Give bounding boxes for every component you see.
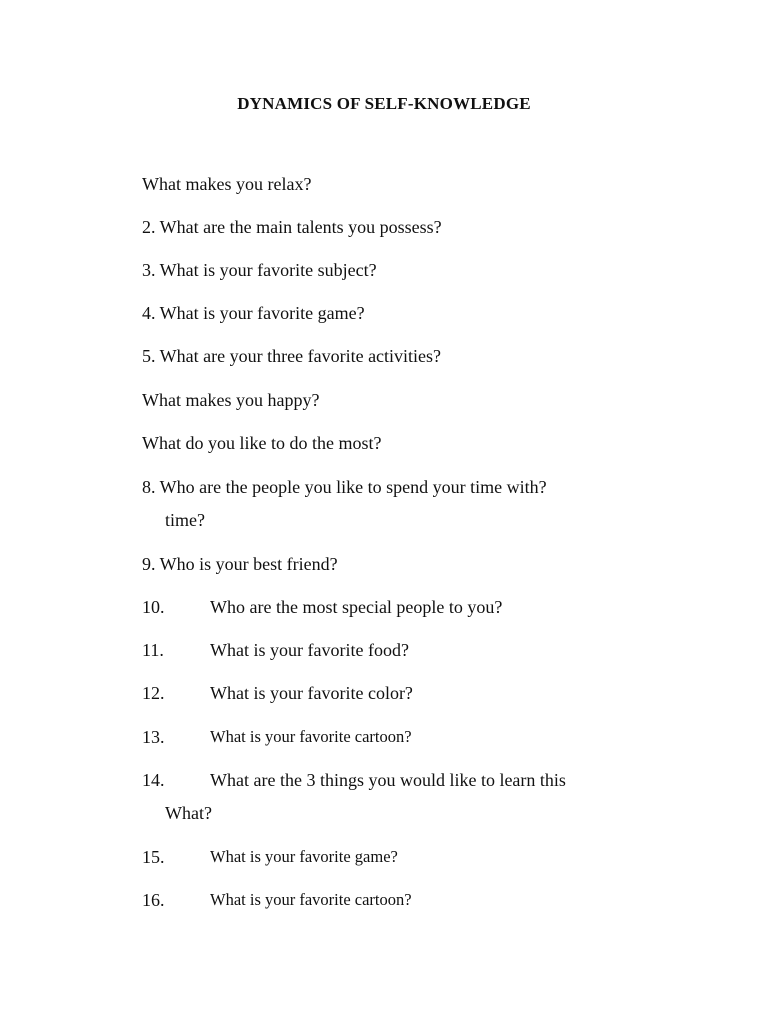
list-item: 3. What is your favorite subject? — [142, 260, 377, 280]
item-number: 15. — [142, 847, 165, 867]
list-item: What makes you happy? — [142, 390, 320, 410]
item-text: What is your favorite cartoon? — [210, 890, 412, 909]
item-number: 13. — [142, 727, 165, 747]
item-number: 11. — [142, 640, 164, 660]
item-number: 16. — [142, 890, 165, 910]
item-text: What is your favorite food? — [210, 640, 409, 660]
item-text: What is your favorite color? — [210, 683, 413, 703]
item-number: 10. — [142, 597, 165, 617]
list-item: 9. Who is your best friend? — [142, 554, 338, 574]
list-item: 8. Who are the people you like to spend your time with? — [142, 477, 547, 497]
item-text: What is your favorite cartoon? — [210, 727, 412, 746]
list-item-continuation: What? — [165, 803, 212, 823]
item-number: 14. — [142, 770, 165, 790]
item-text: What is your favorite game? — [210, 847, 398, 866]
document-title: DYNAMICS OF SELF-KNOWLEDGE — [237, 94, 531, 113]
list-item: What makes you relax? — [142, 174, 312, 194]
list-item: What do you like to do the most? — [142, 433, 382, 453]
list-item: 4. What is your favorite game? — [142, 303, 365, 323]
list-item: 5. What are your three favorite activities? — [142, 346, 442, 366]
item-text: What are the 3 things you would like to learn this — [210, 770, 566, 790]
list-item: 2. What are the main talents you possess? — [142, 217, 442, 237]
list-item-continuation: time? — [165, 510, 205, 530]
item-number: 12. — [142, 683, 165, 703]
item-text: Who are the most special people to you? — [210, 597, 503, 617]
